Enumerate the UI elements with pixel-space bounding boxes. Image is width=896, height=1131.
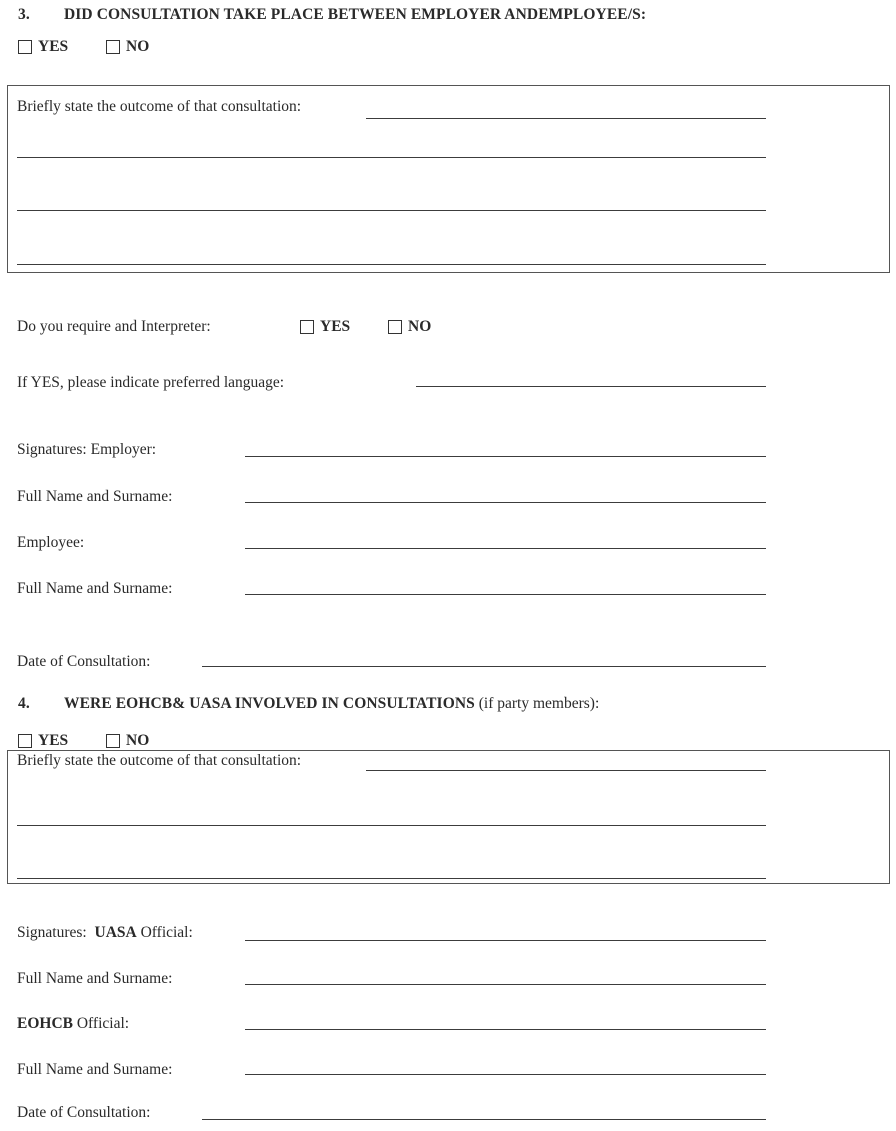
yes-label: YES bbox=[38, 732, 69, 749]
language-label: If YES, please indicate preferred language: bbox=[17, 374, 285, 391]
employer-signature-label: Signatures: Employer: bbox=[17, 441, 157, 458]
section-3-outcome-label: Briefly state the outcome of that consultation: bbox=[17, 98, 302, 115]
section-3-outcome-line-3[interactable] bbox=[17, 210, 766, 211]
employer-full-name-label: Full Name and Surname: bbox=[17, 488, 173, 505]
checkbox-icon[interactable] bbox=[300, 320, 314, 334]
eohcb-full-name-label: Full Name and Surname: bbox=[17, 1061, 173, 1078]
section-4-heading bbox=[18, 695, 599, 713]
section-4-yes-option[interactable] bbox=[18, 732, 68, 750]
section-4-outcome-line-1[interactable] bbox=[366, 770, 766, 771]
interpreter-yes-option[interactable] bbox=[300, 318, 350, 336]
uasa-name: UASA bbox=[94, 924, 137, 941]
checkbox-icon[interactable] bbox=[18, 734, 32, 748]
section-3-heading bbox=[18, 6, 646, 24]
section-4-outcome-line-2[interactable] bbox=[17, 825, 766, 826]
section-3-outcome-line-4[interactable] bbox=[17, 264, 766, 265]
eohcb-official-label: Official: bbox=[76, 1015, 130, 1032]
signatures-prefix: Signatures: bbox=[17, 924, 87, 941]
eohcb-full-name-line[interactable] bbox=[245, 1074, 766, 1075]
employer-full-name-line[interactable] bbox=[245, 502, 766, 503]
uasa-signature-line[interactable] bbox=[245, 940, 766, 941]
consultation-date-label: Date of Consultation: bbox=[17, 653, 151, 670]
checkbox-icon[interactable] bbox=[106, 734, 120, 748]
section-3-outcome-line-2[interactable] bbox=[17, 157, 766, 158]
section-4-outcome-label: Briefly state the outcome of that consultation: bbox=[17, 752, 302, 769]
section-4-number: 4. bbox=[18, 695, 30, 712]
consultation-date-line-2[interactable] bbox=[202, 1119, 766, 1120]
checkbox-icon[interactable] bbox=[388, 320, 402, 334]
interpreter-label: Do you require and Interpreter: bbox=[17, 318, 211, 335]
section-3-title: DID CONSULTATION TAKE PLACE BETWEEN EMPLOYER ANDEMPLOYEE/S: bbox=[64, 6, 647, 23]
section-4-title: WERE EOHCB& UASA INVOLVED IN CONSULTATIONS bbox=[64, 695, 475, 712]
employee-full-name-line[interactable] bbox=[245, 594, 766, 595]
section-3-number: 3. bbox=[18, 6, 30, 23]
section-3-outcome-line-1[interactable] bbox=[366, 118, 766, 119]
uasa-full-name-label: Full Name and Surname: bbox=[17, 970, 173, 987]
checkbox-icon[interactable] bbox=[106, 40, 120, 54]
consultation-date-line[interactable] bbox=[202, 666, 766, 667]
interpreter-options bbox=[300, 318, 431, 339]
section-4-outcome-line-3[interactable] bbox=[17, 878, 766, 879]
section-3-no-option[interactable] bbox=[106, 38, 149, 56]
uasa-full-name-line[interactable] bbox=[245, 984, 766, 985]
uasa-signature-label bbox=[17, 924, 193, 942]
checkbox-icon[interactable] bbox=[18, 40, 32, 54]
section-3-yes-option[interactable] bbox=[18, 38, 68, 56]
section-4-title-suffix: (if party members): bbox=[478, 695, 600, 712]
employee-signature-label: Employee: bbox=[17, 534, 85, 551]
no-label: NO bbox=[408, 318, 432, 335]
no-label: NO bbox=[126, 38, 150, 55]
employee-signature-line[interactable] bbox=[245, 548, 766, 549]
section-3-options bbox=[18, 38, 149, 59]
language-line[interactable] bbox=[416, 386, 766, 387]
interpreter-no-option[interactable] bbox=[388, 318, 431, 336]
section-4-no-option[interactable] bbox=[106, 732, 149, 750]
eohcb-signature-line[interactable] bbox=[245, 1029, 766, 1030]
eohcb-signature-label bbox=[17, 1015, 129, 1033]
no-label: NO bbox=[126, 732, 150, 749]
eohcb-name: EOHCB bbox=[17, 1015, 73, 1032]
yes-label: YES bbox=[320, 318, 351, 335]
yes-label: YES bbox=[38, 38, 69, 55]
uasa-official-label: Official: bbox=[140, 924, 193, 941]
employer-signature-line[interactable] bbox=[245, 456, 766, 457]
consultation-date-label-2: Date of Consultation: bbox=[17, 1104, 151, 1121]
employee-full-name-label: Full Name and Surname: bbox=[17, 580, 173, 597]
